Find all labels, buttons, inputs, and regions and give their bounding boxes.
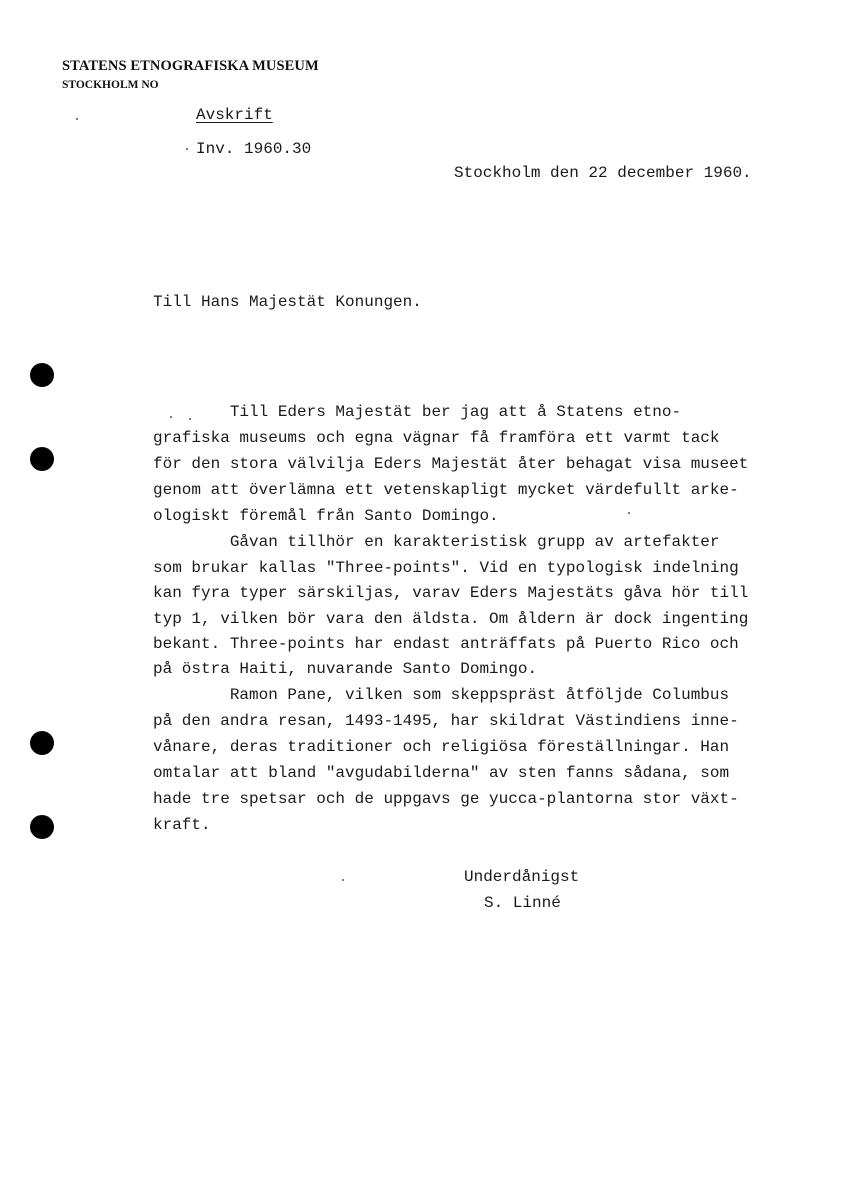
inventory-number: Inv. 1960.30 [196,140,312,158]
body-line: Gåvan tillhör en karakteristisk grupp av artefakter [153,533,720,551]
place-date: Stockholm den 22 december 1960. [454,164,752,182]
paper-speck [186,148,188,150]
body-line: bekant. Three-points har endast anträffats på Puerto Rico och [153,635,739,653]
institution-address: STOCKHOLM NO [62,79,159,91]
signature: S. Linné [484,894,561,912]
paper-speck [342,879,344,881]
body-line: på östra Haiti, nuvarande Santo Domingo. [153,660,538,678]
body-line: vånare, deras traditioner och religiösa föreställningar. Han [153,738,730,756]
body-line: ologiskt föremål från Santo Domingo. [153,507,499,525]
punch-hole [30,363,54,387]
body-line: genom att överlämna ett vetenskapligt mycket värdefullt arke- [153,481,739,499]
body-line: som brukar kallas "Three-points". Vid en typologisk indelning [153,559,739,577]
body-line: hade tre spetsar och de uppgavs ge yucca-plantorna stor växt- [153,790,739,808]
institution-name: STATENS ETNOGRAFISKA MUSEUM [62,58,319,74]
paper-speck [76,118,78,120]
punch-hole [30,815,54,839]
closing-salutation: Underdånigst [464,868,580,886]
body-line: Till Eders Majestät ber jag att å Statens etno- [153,403,682,421]
body-line: kan fyra typer särskiljas, varav Eders Majestäts gåva hör till [153,584,749,602]
body-line: för den stora välvilja Eders Majestät åter behagat visa museet [153,455,749,473]
body-line: kraft. [153,816,211,834]
body-line: grafiska museums och egna vägnar få framföra ett varmt tack [153,429,720,447]
punch-hole [30,447,54,471]
body-line: på den andra resan, 1493-1495, har skildrat Västindiens inne- [153,712,739,730]
body-line: omtalar att bland "avgudabilderna" av sten fanns sådana, som [153,764,730,782]
body-line: Ramon Pane, vilken som skeppspräst åtföljde Columbus [153,686,730,704]
recipient-line: Till Hans Majestät Konungen. [153,293,422,311]
letterhead [62,56,319,94]
paper-speck [628,512,630,514]
copy-label: Avskrift [196,106,273,124]
body-line: typ 1, vilken bör vara den äldsta. Om åldern är dock ingenting [153,610,749,628]
punch-hole [30,731,54,755]
